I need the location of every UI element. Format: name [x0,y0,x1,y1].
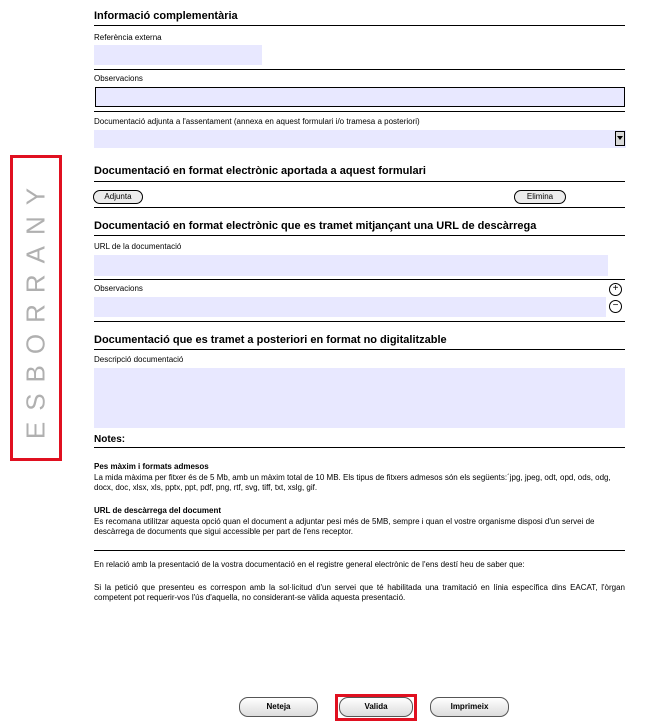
validate-button[interactable]: Valida [339,697,413,717]
divider [94,235,625,236]
petition-text: Si la petició que presenteu es correspon amb la sol·licitud d'un servei que té habilitada una tramitació en línia específica dins EACAT, l'òrgan competent pot requerir-vos l'ús d'aquella, no considerant-se vàlida aquesta presentació. [94,583,625,602]
info-section-title: Informació complementària [94,10,238,22]
divider [94,550,625,551]
download-url-heading: URL de descàrrega del document [94,506,221,515]
size-limits-heading: Pes màxim i formats admesos [94,462,209,471]
url-docs-title: Documentació en format electrònic que es tramet mitjançant una URL de descàrrega [94,220,537,232]
draft-watermark-box [10,155,62,461]
size-limits-text: La mida màxima per fitxer és de 5 Mb, amb un màxim total de 10 MB. Els tipus de fitxers admesos són els següents:´jpg, jpeg, odt, opd, ods, odg, docx, doc, xlsx, xls, pptx, ppt, pdf, png, rtf, svg, tiff, txt, xslg, gif. [94,473,611,492]
divider [94,181,625,182]
attach-button[interactable]: Adjunta [93,190,143,204]
doc-url-label: URL de la documentació [94,242,182,251]
divider [94,69,625,70]
delete-button[interactable]: Elimina [514,190,566,204]
doc-url-input[interactable] [94,255,608,276]
divider [94,207,625,208]
draft-watermark-text: ESBORRANY [20,176,51,440]
divider [94,349,625,350]
relation-text: En relació amb la presentació de la vostra documentació en el registre general electrònic de l'ens destí heu de saber que: [94,560,525,569]
observations-input[interactable] [95,87,625,107]
url-observations-label: Observacions [94,284,143,293]
url-observations-input[interactable] [94,297,606,317]
attached-doc-label: Documentació adjunta a l'assentament (annexa en aquest formulari i/o tramesa a posteriori) [94,117,420,126]
doc-description-textarea[interactable] [94,368,625,428]
attached-doc-select[interactable] [94,130,626,148]
divider [94,447,625,448]
external-ref-label: Referència externa [94,33,162,42]
external-ref-input[interactable] [94,45,262,65]
notes-title: Notes: [94,434,126,445]
remove-row-icon[interactable]: − [609,300,622,313]
add-row-icon[interactable]: + [609,283,622,296]
download-url-text: Es recomana utilitzar aquesta opció quan el document a adjuntar pesi més de 5MB, sempre i quan el vostre organisme disposi d'un servei de descàrrega de documents que sigui accessible per part de l'ens receptor. [94,517,595,536]
doc-description-label: Descripció documentació [94,355,184,364]
print-button[interactable]: Imprimeix [430,697,509,717]
divider [94,321,625,322]
observations-label: Observacions [94,74,143,83]
divider [94,111,625,112]
chevron-down-icon [617,136,623,140]
divider [94,279,625,280]
dropdown-arrow-button[interactable] [615,131,625,146]
clear-button[interactable]: Neteja [239,697,318,717]
non-digital-docs-title: Documentació que es tramet a posteriori en format no digitalitzable [94,334,447,346]
divider [94,25,625,26]
electronic-docs-title: Documentació en format electrònic aportada a aquest formulari [94,165,426,177]
